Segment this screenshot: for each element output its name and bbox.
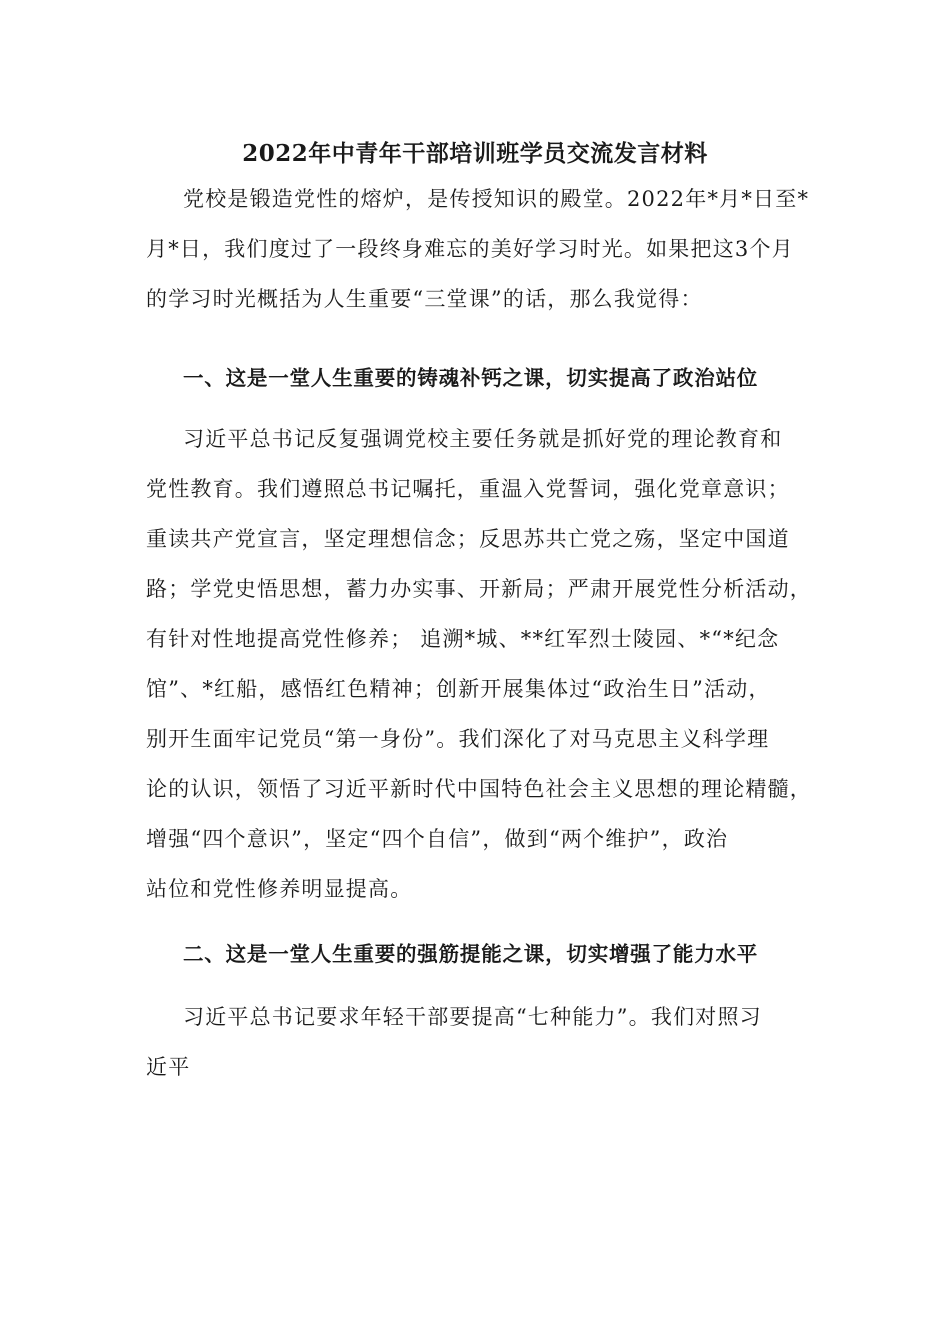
- paragraph-line: 月*日，我们度过了一段终身难忘的美好学习时光。如果把这3个月: [146, 237, 794, 261]
- paragraph-line: 党校是锻造党性的熔炉，是传授知识的殿堂。2022年*月*日至*: [183, 187, 810, 211]
- paragraph-line: 论的认识，领悟了习近平新时代中国特色社会主义思想的理论精髓，: [146, 777, 812, 801]
- section-heading: 一、这是一堂人生重要的铸魂补钙之课，切实提高了政治站位: [183, 366, 759, 390]
- paragraph-line: 别开生面牢记党员“第一身份”。我们深化了对马克思主义科学理: [146, 727, 770, 751]
- paragraph-line: 馆”、*红船，感悟红色精神；创新开展集体过“政治生日”活动，: [146, 677, 771, 701]
- paragraph-line: 习近平总书记要求年轻干部要提高“七种能力”。我们对照习: [183, 1005, 762, 1029]
- document-title: 2022年中青年干部培训班学员交流发言材料: [242, 140, 708, 167]
- paragraph-line: 近平: [146, 1055, 191, 1079]
- paragraph-line: 的学习时光概括为人生重要“三堂课”的话，那么我觉得：: [146, 287, 703, 311]
- paragraph-line: 党性教育。我们遵照总书记嘱托，重温入党誓词，强化党章意识；: [146, 477, 790, 501]
- paragraph-line: 路；学党史悟思想，蓄力办实事、开新局；严肃开展党性分析活动，: [146, 577, 812, 601]
- paragraph-line: 重读共产党宣言，坚定理想信念；反思苏共亡党之殇，坚定中国道: [146, 527, 790, 551]
- paragraph-line: 增强“四个意识”，坚定“四个自信”，做到“两个维护”，政治: [146, 827, 729, 851]
- section-heading: 二、这是一堂人生重要的强筋提能之课，切实增强了能力水平: [183, 942, 759, 966]
- paragraph-line: 站位和党性修养明显提高。: [146, 877, 413, 901]
- paragraph-line: 有针对性地提高党性修养； 追溯*城、**红军烈士陵园、*“*纪念: [146, 627, 780, 651]
- paragraph-line: 习近平总书记反复强调党校主要任务就是抓好党的理论教育和: [183, 427, 783, 451]
